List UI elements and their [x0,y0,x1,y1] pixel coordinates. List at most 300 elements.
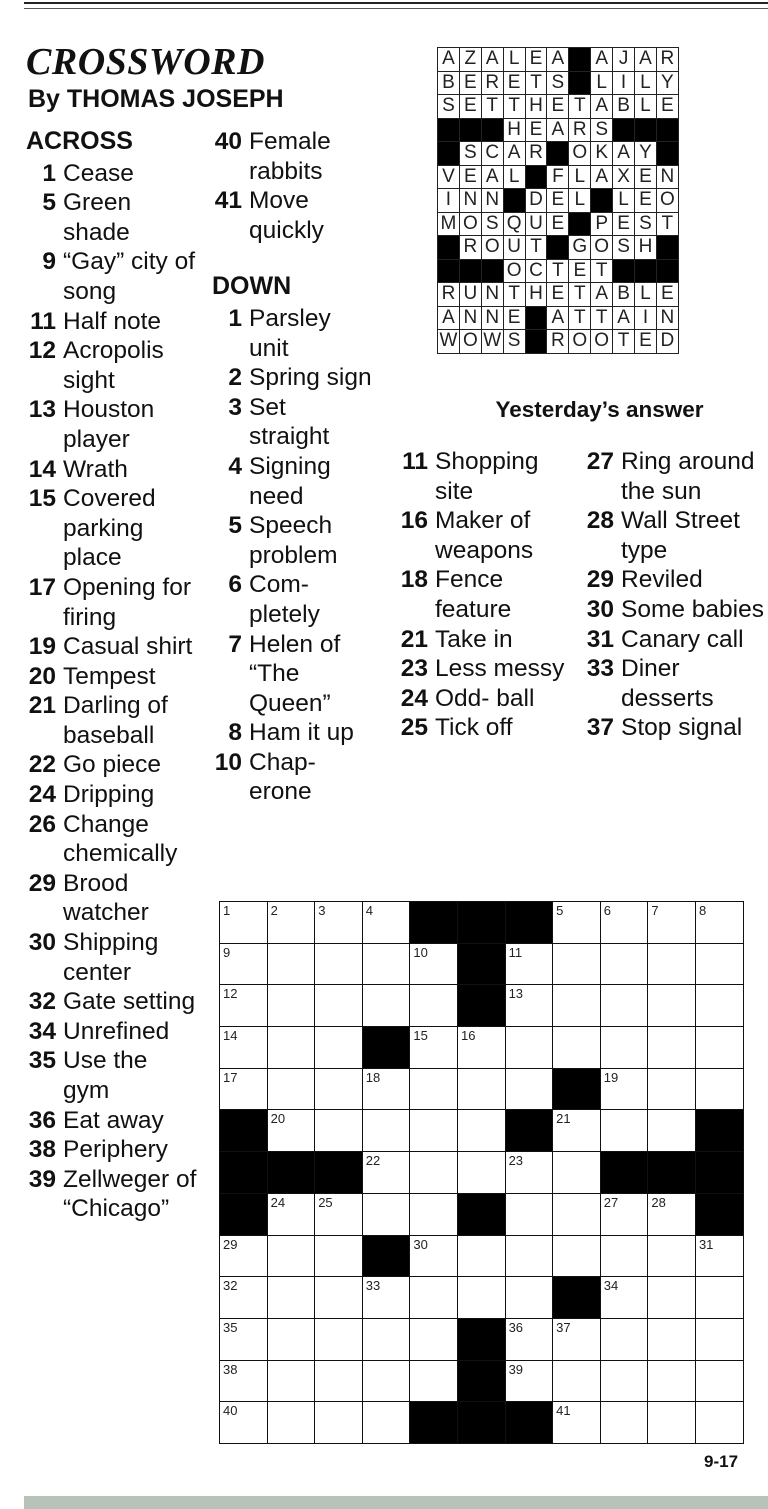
grid-cell[interactable] [505,1318,553,1360]
answer-cell: L [635,283,657,307]
grid-cell[interactable] [362,985,410,1027]
grid-cell[interactable] [410,1027,458,1069]
black-square [457,902,505,944]
grid-cell[interactable] [505,1193,553,1235]
grid-cell[interactable] [600,1318,648,1360]
clue-item [26,1135,198,1165]
answer-cell: N [459,189,481,213]
byline: By THOMAS JOSEPH [28,85,284,113]
clue-item [26,395,198,454]
grid-cell[interactable] [600,1110,648,1152]
grid-cell[interactable] [695,1402,743,1444]
clue-number: 17 [28,573,56,601]
grid-cell[interactable] [553,985,601,1027]
clue-text: Ham it up [249,719,354,747]
cell-number: 29 [223,1236,238,1252]
grid-cell[interactable] [410,1193,458,1235]
answer-cell: R [547,330,569,354]
answer-cell: E [503,306,525,330]
black-square [457,1193,505,1235]
clue-text: Eat away [63,1106,164,1134]
black-square [569,212,591,236]
black-square [695,1152,743,1194]
grid-row [220,985,744,1027]
clue-number: 3 [228,393,242,421]
grid-cell[interactable] [410,1235,458,1277]
grid-cell[interactable] [220,1235,268,1277]
answer-cell: O [459,330,481,354]
clue-text: Dripping [63,781,155,809]
clue-item [26,928,198,987]
grid-cell[interactable] [362,1360,410,1402]
grid-cell[interactable] [315,943,363,985]
answer-cell: C [525,259,547,283]
grid-cell[interactable] [648,943,696,985]
clue-text: Shopping site [435,448,539,505]
clue-text: Tempest [63,662,156,690]
across-heading: ACROSS [26,127,133,155]
answer-cell: E [635,165,657,189]
grid-cell[interactable] [220,1277,268,1319]
clue-number: 35 [28,1047,56,1075]
answer-cell: A [613,142,635,166]
grid-cell[interactable] [695,1235,743,1277]
grid-cell[interactable] [553,1193,601,1235]
clue-text: Odd- ball [435,684,535,712]
grid-cell[interactable] [315,902,363,944]
answer-cell: A [591,95,613,119]
grid-cell[interactable] [457,1068,505,1110]
yesterdays-answer-grid [437,47,679,354]
black-square [459,259,481,283]
clue-text: Take in [435,625,513,653]
grid-cell[interactable] [410,1360,458,1402]
cell-number: 20 [270,1111,286,1127]
grid-cell[interactable] [553,1027,601,1069]
grid-row [220,1068,744,1110]
answer-cell: E [547,189,569,213]
grid-cell[interactable] [362,1318,410,1360]
clue-text: Wrath [63,455,128,483]
answer-cell: E [547,95,569,119]
grid-cell[interactable] [600,902,648,944]
grid-cell[interactable] [220,943,268,985]
answer-cell: U [503,236,525,260]
black-square [613,259,635,283]
clue-number: 5 [228,512,242,540]
black-square [525,330,547,354]
grid-cell[interactable] [315,1235,363,1277]
black-square [457,943,505,985]
grid-cell[interactable] [553,1110,601,1152]
answer-cell: E [525,48,547,72]
grid-cell[interactable] [267,1402,315,1444]
clue-item [584,595,764,625]
clue-number: 26 [28,810,56,838]
clue-number: 11 [30,307,56,335]
cell-number: 37 [556,1319,571,1335]
grid-cell[interactable] [220,985,268,1027]
clue-item [26,810,198,869]
grid-cell[interactable] [600,1277,648,1319]
clue-text: Spring sign [249,364,372,392]
grid-cell[interactable] [600,1027,648,1069]
answer-cell: L [569,189,591,213]
answer-cell: A [481,165,503,189]
clue-number: 6 [228,571,242,599]
grid-cell[interactable] [315,1277,363,1319]
clue-text: Gate setting [63,988,196,1016]
answer-cell: T [591,306,613,330]
grid-cell[interactable] [410,1068,458,1110]
answer-cell: L [591,71,613,95]
answer-cell: Z [459,48,481,72]
clue-text: Some babies [621,595,765,623]
black-square [220,1152,268,1194]
black-square [591,189,613,213]
grid-row [220,1027,744,1069]
grid-cell[interactable] [695,1318,743,1360]
clue-list [212,127,372,245]
grid-cell[interactable] [648,1402,696,1444]
grid-cell[interactable] [220,902,268,944]
grid-cell[interactable] [695,1277,743,1319]
clue-text: Chap- erone [249,748,316,806]
grid-cell[interactable] [553,1402,601,1444]
cell-number: 25 [318,1194,333,1210]
grid-cell[interactable] [648,985,696,1027]
grid-row [220,1318,744,1360]
clue-item [212,511,372,570]
clue-item [212,748,372,807]
answer-cell: E [547,212,569,236]
clue-number: 8 [228,719,242,747]
clue-text: Unrefined [63,1017,170,1045]
answer-cell: M [438,212,460,236]
clue-number: 16 [400,507,428,535]
clue-text: Half note [63,307,162,335]
grid-cell[interactable] [267,1193,315,1235]
grid-cell[interactable] [267,1110,315,1152]
answer-cell: H [525,283,547,307]
grid-cell[interactable] [648,1110,696,1152]
black-square [656,259,678,283]
clue-text: Helen of “The Queen” [249,630,341,717]
answer-cell: P [591,212,613,236]
grid-cell[interactable] [315,985,363,1027]
grid-cell[interactable] [362,1277,410,1319]
black-square [220,1193,268,1235]
clue-item [26,1017,198,1047]
black-square [410,902,458,944]
grid-cell[interactable] [553,943,601,985]
grid-cell[interactable] [362,943,410,985]
grid-cell[interactable] [267,1277,315,1319]
grid-cell[interactable] [600,1068,648,1110]
answer-cell: S [438,95,460,119]
grid-cell[interactable] [457,1152,505,1194]
grid-cell[interactable] [505,943,553,985]
grid-cell[interactable] [362,1110,410,1152]
clue-list [212,304,372,807]
grid-cell[interactable] [267,943,315,985]
grid-cell[interactable] [505,1027,553,1069]
grid-cell[interactable] [553,1360,601,1402]
answer-cell: E [569,259,591,283]
crossword-grid[interactable] [219,901,744,1444]
grid-cell[interactable] [505,1068,553,1110]
answer-cell: I [438,189,460,213]
answer-cell: E [656,283,678,307]
answer-cell: R [438,283,460,307]
clue-text: Acropolis sight [63,337,164,394]
grid-cell[interactable] [267,902,315,944]
cell-number: 22 [365,1153,381,1169]
answer-cell: B [613,283,635,307]
grid-cell[interactable] [315,1360,363,1402]
cell-number: 6 [603,903,611,918]
clue-number: 1 [42,159,56,187]
clue-text: Houston player [63,396,155,453]
answer-cell: E [459,165,481,189]
clue-text: Casual shirt [63,633,193,661]
grid-cell[interactable] [315,1110,363,1152]
grid-cell[interactable] [505,1360,553,1402]
answer-cell: X [613,165,635,189]
grid-cell[interactable] [648,902,696,944]
grid-cell[interactable] [362,1068,410,1110]
clue-number: 29 [586,566,614,594]
grid-cell[interactable] [600,1193,648,1235]
answer-cell: H [635,236,657,260]
grid-cell[interactable] [648,1318,696,1360]
clue-number: 36 [28,1106,56,1134]
answer-cell: T [547,259,569,283]
answer-cell: T [569,306,591,330]
grid-row [220,902,744,944]
clue-text: Parsley unit [249,304,331,362]
grid-cell[interactable] [267,1027,315,1069]
cell-number: 32 [223,1278,238,1294]
grid-cell[interactable] [457,1235,505,1277]
cell-number: 34 [603,1278,619,1294]
grid-cell[interactable] [315,1027,363,1069]
grid-cell[interactable] [553,902,601,944]
grid-cell[interactable] [267,1068,315,1110]
clue-text: Fence feature [435,566,512,623]
grid-cell[interactable] [695,943,743,985]
answer-cell: T [503,283,525,307]
clue-item [212,452,372,511]
grid-cell[interactable] [362,1193,410,1235]
clue-item [26,780,198,810]
grid-cell[interactable] [553,1152,601,1194]
top-rule-thin [24,8,768,9]
answer-cell: T [503,95,525,119]
grid-cell[interactable] [600,1360,648,1402]
grid-cell[interactable] [600,985,648,1027]
cell-number: 14 [223,1028,238,1044]
grid-cell[interactable] [457,1277,505,1319]
clue-text: Green shade [63,189,132,246]
answer-cell: A [547,48,569,72]
grid-cell[interactable] [695,1360,743,1402]
grid-cell[interactable] [220,1027,268,1069]
grid-cell[interactable] [695,902,743,944]
answer-row [438,71,679,95]
grid-cell[interactable] [220,1402,268,1444]
grid-cell[interactable] [315,1068,363,1110]
clue-item [26,188,198,247]
clue-item [26,247,198,306]
grid-cell[interactable] [315,1193,363,1235]
clue-number: 41 [214,187,242,215]
grid-cell[interactable] [600,1402,648,1444]
grid-cell[interactable] [410,1110,458,1152]
clue-number: 28 [586,507,614,535]
down-clues-column-2 [398,447,573,743]
grid-cell[interactable] [267,1235,315,1277]
clue-text: Tick off [435,714,513,742]
clue-number: 9 [42,248,56,276]
clue-number: 10 [214,748,242,776]
answer-cell: A [591,165,613,189]
answer-cell: N [481,189,503,213]
clue-number: 2 [228,364,242,392]
black-square [438,142,460,166]
answer-cell: E [635,330,657,354]
black-square [613,118,635,142]
grid-cell[interactable] [362,1152,410,1194]
cell-number: 7 [651,903,659,918]
grid-cell[interactable] [648,1193,696,1235]
grid-cell[interactable] [220,1318,268,1360]
answer-cell: I [635,306,657,330]
clue-item [398,625,573,655]
grid-cell[interactable] [410,985,458,1027]
clue-text: Go piece [63,751,162,779]
clue-number: 38 [28,1136,56,1164]
grid-cell[interactable] [362,1402,410,1444]
clue-item [212,393,372,452]
cell-number: 17 [223,1069,238,1085]
cell-number: 30 [413,1236,428,1252]
answer-cell: C [481,142,503,166]
grid-cell[interactable] [553,1235,601,1277]
answer-cell: O [569,142,591,166]
grid-row [220,1360,744,1402]
clue-item [584,506,764,565]
answer-cell: E [635,189,657,213]
cell-number: 15 [413,1028,428,1044]
clue-number: 13 [28,396,56,424]
clue-text: Move quickly [249,187,324,244]
answer-cell: R [481,71,503,95]
cell-number: 28 [651,1194,666,1210]
grid-cell[interactable] [648,1027,696,1069]
answer-cell: V [438,165,460,189]
grid-cell[interactable] [410,1318,458,1360]
black-square [315,1152,363,1194]
grid-cell[interactable] [267,1318,315,1360]
grid-cell[interactable] [648,1235,696,1277]
grid-cell[interactable] [505,1235,553,1277]
clue-text: Canary call [621,625,744,653]
answer-cell: F [547,165,569,189]
answer-row [438,118,679,142]
grid-cell[interactable] [648,1277,696,1319]
answer-cell: S [459,142,481,166]
grid-cell[interactable] [505,985,553,1027]
answer-cell: A [438,48,460,72]
answer-cell: R [656,48,678,72]
grid-cell[interactable] [410,943,458,985]
cell-number: 38 [223,1361,238,1377]
grid-cell[interactable] [648,1068,696,1110]
grid-cell[interactable] [648,1360,696,1402]
answer-cell: A [503,142,525,166]
answer-cell: W [439,330,458,352]
black-square [656,236,678,260]
date-code: 9-17 [704,1452,739,1471]
clue-number: 34 [28,1017,56,1045]
grid-cell[interactable] [600,1235,648,1277]
grid-cell[interactable] [695,985,743,1027]
grid-cell[interactable] [315,1402,363,1444]
grid-cell[interactable] [220,1360,268,1402]
grid-cell[interactable] [267,1360,315,1402]
clue-text: “Gay” city of song [63,248,196,305]
clue-item [26,307,198,337]
grid-cell[interactable] [695,1027,743,1069]
cell-number: 18 [365,1069,381,1085]
black-square [438,259,460,283]
grid-cell[interactable] [267,985,315,1027]
answer-cell: S [481,212,503,236]
clue-list [26,159,198,1224]
grid-cell[interactable] [553,1318,601,1360]
clue-item [398,654,573,684]
black-square [410,1402,458,1444]
answer-cell: A [547,118,569,142]
answer-cell: U [525,212,547,236]
grid-cell[interactable] [600,943,648,985]
answer-cell: G [569,236,591,260]
answer-cell: R [459,236,481,260]
clue-item [212,718,372,748]
cell-number: 1 [223,903,231,918]
black-square [505,1402,553,1444]
grid-cell[interactable] [410,1277,458,1319]
grid-cell[interactable] [695,1068,743,1110]
grid-cell[interactable] [457,1110,505,1152]
clue-item [584,713,764,743]
grid-cell[interactable] [220,1068,268,1110]
grid-cell[interactable] [362,902,410,944]
grid-cell[interactable] [410,1152,458,1194]
clue-number: 32 [28,988,56,1016]
cell-number: 41 [556,1403,571,1419]
grid-cell[interactable] [505,1277,553,1319]
black-square [635,259,657,283]
clue-number: 11 [402,448,428,475]
clue-item [212,186,372,245]
grid-cell[interactable] [457,1027,505,1069]
grid-cell[interactable] [315,1318,363,1360]
grid-cell[interactable] [505,1152,553,1194]
clue-number: 30 [586,595,614,623]
clue-number: 31 [586,625,614,653]
